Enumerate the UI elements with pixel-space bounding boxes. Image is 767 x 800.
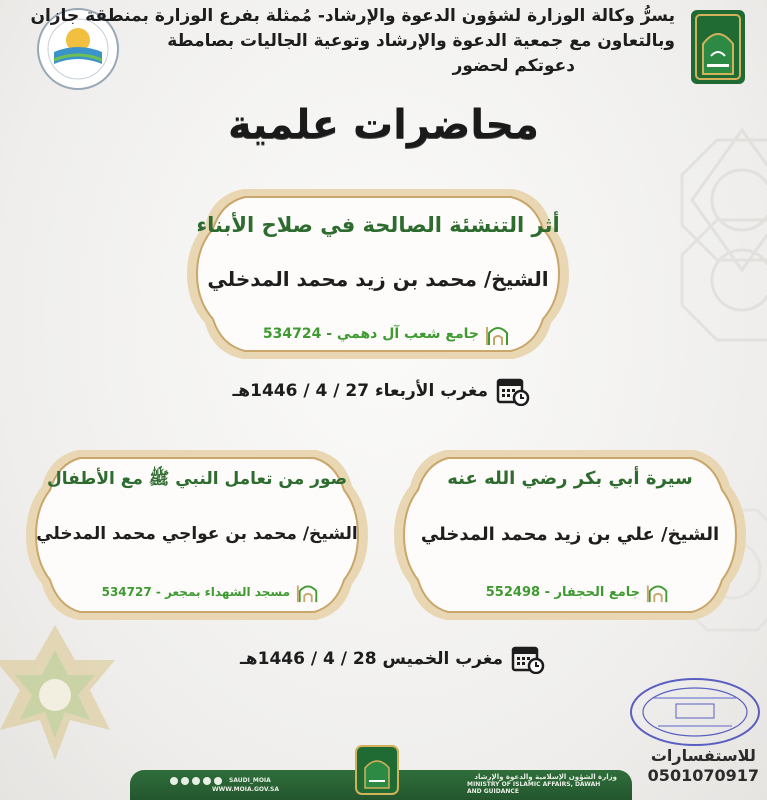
invitation-header [30,4,675,79]
lecture-1-sheikh: الشيخ/ محمد بن زيد محمد المدخلي [207,267,549,291]
lecture-card-2 [390,446,750,624]
footer-social [170,777,320,794]
geometric-ornament-right [637,120,767,350]
header-line-2: وبالتعاون مع جمعية الدعوة والإرشاد وتوعية الجاليات بصامطة [167,31,675,51]
lecture-1-topic: أثر التنشئة الصالحة في صلاح الأبناء [196,213,560,237]
official-stamp [628,676,762,748]
instagram-icon[interactable] [181,777,189,785]
lecture-2-sheikh: الشيخ/ علي بن زيد محمد المدخلي [420,524,720,545]
social-icons-row [170,777,320,785]
lecture-2-topic: سيرة أبي بكر رضي الله عنه [447,468,693,489]
footer-ministry-name [467,774,617,795]
lecture-1-mosque [263,321,511,347]
geometric-ornament-left [0,620,130,770]
inquiries-label: للاستفسارات [650,746,756,765]
date-2 [240,644,545,674]
lecture-1-mosque-label: جامع شعب آل دهمي - 534724 [262,326,479,342]
lecture-3-topic: صور من تعامل النبي ﷺ مع الأطفال [46,469,348,489]
lecture-card-3 [22,446,372,624]
footer-handle[interactable]: SAUDI_MOIA [229,777,271,784]
inquiries-block [648,746,759,786]
calendar-clock-icon [511,644,545,674]
footer-ministry-ar: وزارة الشؤون الإسلامية والدعوة والإرشاد [474,773,617,781]
mosque-icon [646,580,670,604]
ministry-footer-emblem [354,744,400,796]
footer-ministry-en: MINISTRY OF ISLAMIC AFFAIRS, DAWAH AND GUIDANCE [467,781,601,795]
date-1 [233,376,531,406]
lecture-3-sheikh: الشيخ/ محمد بن عواجي محمد المدخلي [36,524,358,544]
mosque-icon [296,580,320,604]
tiktok-icon[interactable] [214,777,222,785]
inquiries-phone: 0501070917 [647,766,759,785]
lecture-2-mosque [486,580,670,604]
footer-website[interactable]: WWW.MOIA.GOV.SA [212,786,279,793]
header-line-1: يسرُّ وكالة الوزارة لشؤون الدعوة والإرشاد- مُمثلة بفرع الوزارة بمنطقة جازان [30,6,675,26]
lecture-card-1 [183,185,573,363]
youtube-icon[interactable] [192,777,200,785]
snapchat-icon[interactable] [203,777,211,785]
lecture-3-mosque-label: مسجد الشهداء بمجعر - 534727 [101,585,290,599]
date-1-label: مغرب الأربعاء 27 / 4 / 1446هـ [232,381,488,401]
lecture-3-mosque [102,580,320,604]
date-2-label: مغرب الخميس 28 / 4 / 1446هـ [240,649,503,669]
lecture-2-mosque-label: جامع الحجفار - 552498 [485,584,640,600]
header-line-3: دعوتكم لحضور [452,56,575,76]
page-title: محاضرات علمية [227,102,540,148]
x-icon[interactable] [170,777,178,785]
calendar-clock-icon [496,376,530,406]
ministry-emblem-logo [689,8,747,86]
mosque-icon [485,321,511,347]
